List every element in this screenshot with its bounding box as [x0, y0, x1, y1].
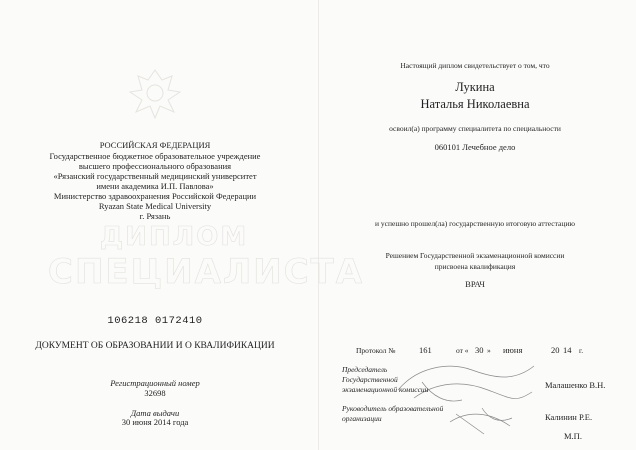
protocol-year-unit: г.	[579, 346, 584, 355]
org-english-name: Ryazan State Medical University	[98, 201, 212, 211]
emblem-icon	[120, 62, 190, 124]
decision-line-2: присвоена квалификация	[434, 262, 516, 271]
protocol-from: от «	[456, 346, 469, 355]
chair-label-3: экзаменационной комиссии	[342, 385, 429, 394]
program-line: освоил(а) программу специалитета по специальности	[389, 124, 561, 133]
country-name: РОССИЙСКАЯ ФЕДЕРАЦИЯ	[99, 140, 211, 150]
protocol-day-close: »	[487, 346, 491, 355]
signature-stamp	[392, 352, 540, 436]
page-fold	[318, 0, 319, 450]
org-line-4: имени академика И.П. Павлова»	[96, 181, 214, 191]
protocol-year-prefix: 20	[551, 345, 560, 355]
issue-date: 30 июня 2014 года	[121, 417, 189, 427]
protocol-label: Протокол №	[356, 346, 396, 355]
protocol-day: 30	[475, 345, 484, 355]
serial-number: 106218 0172410	[107, 315, 203, 327]
specialty: 060101 Лечебное дело	[434, 142, 516, 152]
org-line-2: высшего профессионального образования	[78, 161, 232, 171]
issue-date-label: Дата выдачи	[130, 408, 180, 418]
watermark-word-upper: ДИПЛОМ	[100, 222, 249, 252]
chair-label-2: Государственной	[342, 375, 398, 384]
head-label-1: Руководитель образовательной	[342, 404, 444, 413]
registration-number: 32698	[144, 388, 166, 398]
chair-label-1: Председатель	[342, 365, 388, 374]
org-line-3: «Рязанский государственный медицинский университет	[53, 171, 257, 181]
qualification: ВРАЧ	[465, 279, 485, 289]
org-line-5: Министерство здравоохранения Российской Федерации	[53, 191, 257, 201]
graduate-surname: Лукина	[455, 80, 495, 94]
chair-name: Малашенко В.Н.	[545, 380, 606, 390]
city-name: г. Рязань	[139, 211, 171, 221]
protocol-month: июня	[503, 345, 523, 355]
watermark-word-lower: СПЕЦИАЛИСТА	[48, 252, 365, 292]
attestation-line: и успешно прошел(ла) государственную итоговую аттестацию	[375, 219, 575, 228]
certify-line: Настоящий диплом свидетельствует о том, что	[400, 61, 550, 70]
registration-label: Регистрационный номер	[110, 378, 200, 388]
decision-line-1: Решением Государственной экзаменационной комиссии	[385, 251, 565, 260]
head-label-2: организации	[342, 414, 382, 423]
org-line-1: Государственное бюджетное образовательное учреждение	[49, 151, 261, 161]
graduate-given-names: Наталья Николаевна	[420, 97, 530, 111]
head-name: Калинин Р.Е.	[545, 412, 593, 422]
protocol-number: 161	[419, 345, 432, 355]
protocol-year-suffix: 14	[563, 345, 572, 355]
document-type-title: ДОКУМЕНТ ОБ ОБРАЗОВАНИИ И О КВАЛИФИКАЦИИ	[35, 341, 275, 351]
seal-mark: М.П.	[564, 431, 582, 441]
